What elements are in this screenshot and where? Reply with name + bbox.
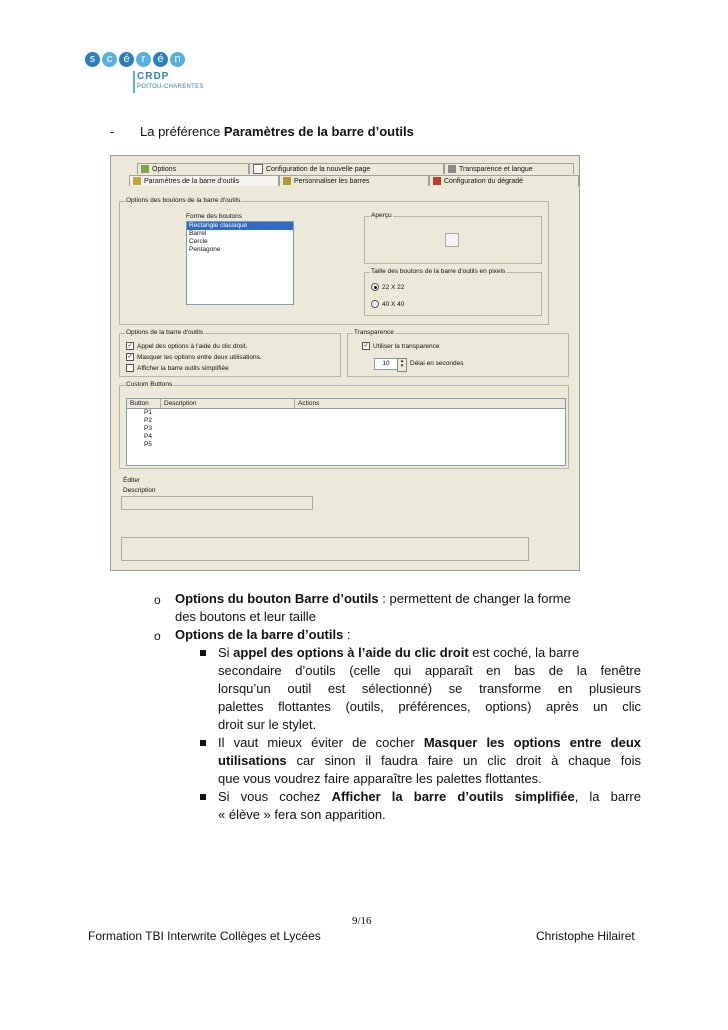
description-label: Description xyxy=(123,487,156,494)
logo-letter: s xyxy=(85,52,100,67)
page-icon xyxy=(253,164,263,174)
group-title: Options des boutons de la barre d'outils xyxy=(126,197,241,204)
square-bullet xyxy=(200,740,206,746)
list-item[interactable]: Rectangle classique xyxy=(187,222,293,230)
delay-label: Délai en secondes xyxy=(410,360,464,367)
heading-bold: Paramètres de la barre d’outils xyxy=(223,124,414,139)
section-heading xyxy=(110,124,414,139)
use-transparency-checkbox[interactable] xyxy=(362,342,439,350)
footer-left: Formation TBI Interwrite Collèges et Lycées xyxy=(88,929,321,943)
logo-letter: n xyxy=(170,52,185,67)
circle-bullet: o xyxy=(154,629,161,643)
item1-rest: : permettent de changer la forme xyxy=(378,591,571,606)
sub1-line2: secondaire d’outils (celle qui apparaît en bas de la fenêtre xyxy=(218,663,641,678)
text-run: Il vaut mieux éviter de cocher xyxy=(218,735,424,750)
tab-row-top xyxy=(137,163,574,175)
dash-marker: - xyxy=(110,124,115,139)
text-run-bold: utilisations xyxy=(218,753,287,768)
tab-label: Personnaliser les barres xyxy=(294,177,370,185)
item1-line2: des boutons et leur taille xyxy=(175,609,316,624)
sub1-line4: palettes flottantes (outils, préférences, options) après un clic xyxy=(218,699,641,714)
checkbox-label: Appel des options à l'aide du clic droit. xyxy=(137,342,248,350)
column-header[interactable]: Actions xyxy=(298,400,320,407)
logo-letter: é xyxy=(119,52,134,67)
tab-label: Configuration de la nouvelle page xyxy=(266,165,371,173)
column-header[interactable]: Description xyxy=(161,399,295,408)
item2-bold: Options de la barre d’outils xyxy=(175,627,344,642)
button-options-group xyxy=(119,197,549,325)
custom-buttons-group xyxy=(119,381,569,469)
hide-options-checkbox[interactable] xyxy=(126,353,262,361)
tab-label: Transparence et langue xyxy=(459,165,533,173)
text-run-bold: Afficher la barre d’outils simplifiée xyxy=(331,789,575,804)
scerén-crdp-logo xyxy=(85,52,245,102)
toolbar-settings-icon xyxy=(133,177,141,185)
logo-bar xyxy=(133,71,135,93)
sub2-line3: que vous voudrez faire apparaître les palettes flottantes. xyxy=(218,771,542,786)
sub1-line3: lorsqu’un outil est sélectionné) se transforme en plusieurs xyxy=(218,681,641,696)
checkbox[interactable] xyxy=(126,364,134,372)
checkbox[interactable]: ✓ xyxy=(127,343,133,349)
preview-group xyxy=(364,212,542,264)
tab-options[interactable] xyxy=(137,163,249,174)
shape-listbox[interactable] xyxy=(186,221,294,305)
toolbar-options-group xyxy=(119,329,341,377)
group-title: Taille des boutons de la barre d'outils en pixels xyxy=(371,268,506,275)
item1-bold: Options du bouton Barre d’outils xyxy=(175,591,379,606)
group-title: Options de la barre d'outils xyxy=(126,329,204,336)
tab-label: Options xyxy=(152,165,177,173)
table-row[interactable]: P5 xyxy=(144,441,152,448)
checkbox[interactable]: ✓ xyxy=(363,343,369,349)
circle-bullet: o xyxy=(154,593,161,607)
tab-toolbar-settings[interactable] xyxy=(129,175,279,186)
square-bullet xyxy=(200,794,206,800)
sub1-line5: droit sur le stylet. xyxy=(218,717,317,732)
grid-header xyxy=(127,399,565,409)
size-option-40[interactable] xyxy=(371,300,404,308)
group-title: Aperçu xyxy=(371,212,392,219)
list-item[interactable]: Barrel xyxy=(189,230,207,237)
logo-letter: c xyxy=(102,52,117,67)
heading-prefix: La préférence xyxy=(140,124,224,139)
sub3-line1 xyxy=(218,788,641,806)
shape-label: Forme des boutons xyxy=(186,213,243,220)
sub1-line1 xyxy=(218,644,641,662)
simplified-toolbar-checkbox[interactable] xyxy=(126,364,229,372)
tab-gradient-config[interactable] xyxy=(429,175,579,186)
logo-letters xyxy=(85,52,245,67)
right-click-options-checkbox[interactable] xyxy=(126,342,247,350)
editor-title: Éditer xyxy=(123,477,140,484)
radio-button[interactable] xyxy=(371,283,379,291)
text-run: Si xyxy=(218,645,234,660)
delay-spinner[interactable]: 10 xyxy=(374,358,398,370)
footer-right: Christophe Hilairet xyxy=(536,929,635,943)
radio-label: 22 X 22 xyxy=(382,283,405,291)
table-row[interactable]: P3 xyxy=(144,425,152,432)
checkbox-label: Utiliser la transparence xyxy=(373,342,440,350)
item2-rest: : xyxy=(343,627,351,642)
group-title: Custom Buttons xyxy=(126,381,173,388)
checkbox-label: Afficher la barre outils simplifiée xyxy=(137,364,229,372)
text-run: Si vous cochez xyxy=(218,789,332,804)
editor-area[interactable] xyxy=(121,537,529,561)
list-item[interactable]: Pentagone xyxy=(189,246,221,253)
transparency-group xyxy=(347,329,569,377)
tab-customize-bars[interactable] xyxy=(279,175,429,186)
custom-buttons-grid[interactable] xyxy=(126,398,566,466)
text-run-bold: Masquer les options entre deux xyxy=(423,735,641,750)
sub2-line1 xyxy=(218,734,641,752)
page-number: 9/16 xyxy=(352,915,372,927)
checkbox[interactable]: ✓ xyxy=(127,354,133,360)
preview-button-icon xyxy=(445,233,459,247)
tab-row-bottom xyxy=(129,175,579,187)
tab-label: Configuration du dégradé xyxy=(444,177,524,185)
transparency-icon xyxy=(448,165,456,173)
customize-icon xyxy=(283,177,291,185)
gradient-icon xyxy=(433,177,441,185)
tab-new-page-config[interactable] xyxy=(249,163,444,174)
text-run: , la barre xyxy=(574,789,641,804)
options-icon xyxy=(141,165,149,173)
preferences-window-screenshot xyxy=(110,155,580,571)
description-field[interactable] xyxy=(121,496,313,510)
tab-transparency-language[interactable] xyxy=(444,163,574,174)
sub3-line2: « élève » fera son apparition. xyxy=(218,807,386,822)
list-item[interactable]: Cercle xyxy=(189,238,208,245)
size-group xyxy=(364,268,542,316)
text-run-bold: appel des options à l’aide du clic droit xyxy=(233,645,469,660)
sub2-line2 xyxy=(218,752,641,770)
table-row[interactable]: P2 xyxy=(144,417,152,424)
text-run: car sinon il faudra faire un clic droit à chaque fois xyxy=(286,753,641,768)
radio-label: 40 X 40 xyxy=(382,300,405,308)
logo-letter: r xyxy=(136,52,151,67)
text-run: est coché, la barre xyxy=(468,645,580,660)
size-option-22[interactable] xyxy=(371,283,404,291)
radio-button[interactable] xyxy=(371,300,379,308)
column-header[interactable]: Button xyxy=(127,399,161,408)
paragraph-item1 xyxy=(175,590,641,608)
tab-label: Paramètres de la barre d'outils xyxy=(144,177,240,185)
logo-name: CRDP xyxy=(137,71,170,82)
group-title: Transparence xyxy=(354,329,394,336)
table-row[interactable]: P1 xyxy=(144,409,152,416)
table-row[interactable]: P4 xyxy=(144,433,152,440)
logo-letter: é xyxy=(153,52,168,67)
spinner-arrows[interactable]: ▴ ▾ xyxy=(397,358,407,372)
checkbox-label: Masquer les options entre deux utilisations. xyxy=(137,353,262,361)
logo-region: POITOU-CHARENTES xyxy=(137,84,204,90)
square-bullet xyxy=(200,650,206,656)
paragraph-item2 xyxy=(175,626,641,644)
